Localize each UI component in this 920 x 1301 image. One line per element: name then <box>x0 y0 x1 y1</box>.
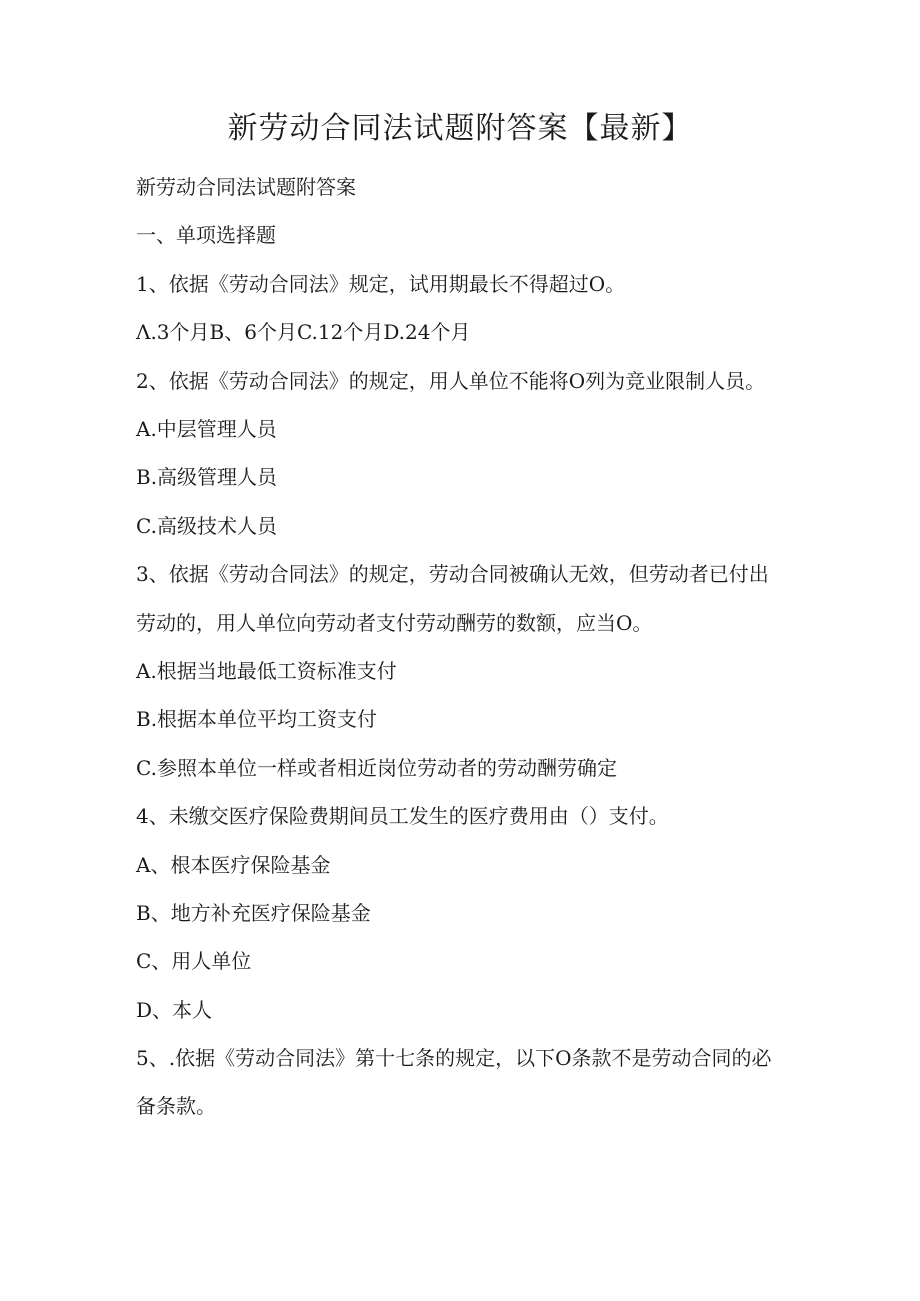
question-3-option-a: A.根据当地最低工资标准支付 <box>136 658 397 683</box>
question-4-option-d: D、本人 <box>136 997 213 1022</box>
document-title: 新劳动合同法试题附答案【最新】 <box>227 111 693 146</box>
question-3: 3、依据《劳动合同法》的规定，劳动合同被确认无效，但劳动者已付出劳动的，用人单位向劳动者支付劳动酬劳的数额，应当O。 <box>136 562 769 635</box>
section-heading: 一、单项选择题 <box>136 223 276 248</box>
question-5: 5、.依据《劳动合同法》第十七条的规定，以下O条款不是劳动合同的必备条款。 <box>136 1046 772 1119</box>
document-body <box>136 163 786 1131</box>
question-4-option-c: C、用人单位 <box>136 949 252 974</box>
question-2-option-b: B.高级管理人员 <box>136 465 278 490</box>
question-4: 4、未缴交医疗保险费期间员工发生的医疗费用由（）支付。 <box>136 804 669 829</box>
question-4-option-b: B、地方补充医疗保险基金 <box>136 900 371 925</box>
question-2-option-c: C.高级技术人员 <box>136 513 277 538</box>
question-2: 2、依据《劳动合同法》的规定，用人单位不能将O列为竞业限制人员。 <box>136 368 766 393</box>
subtitle: 新劳动合同法试题附答案 <box>136 175 356 199</box>
question-1-options: Λ.3个月B、6个月C.12个月D.24个月 <box>136 320 471 345</box>
question-3-option-b: B.根据本单位平均工资支付 <box>136 707 378 732</box>
question-2-option-a: A.中层管理人员 <box>136 416 277 441</box>
question-4-option-a: A、根本医疗保险基金 <box>136 852 331 877</box>
question-3-option-c: C.参照本单位一样或者相近岗位劳动者的劳动酬劳确定 <box>136 755 617 780</box>
question-1: 1、依据《劳动合同法》规定，试用期最长不得超过O。 <box>136 271 626 296</box>
